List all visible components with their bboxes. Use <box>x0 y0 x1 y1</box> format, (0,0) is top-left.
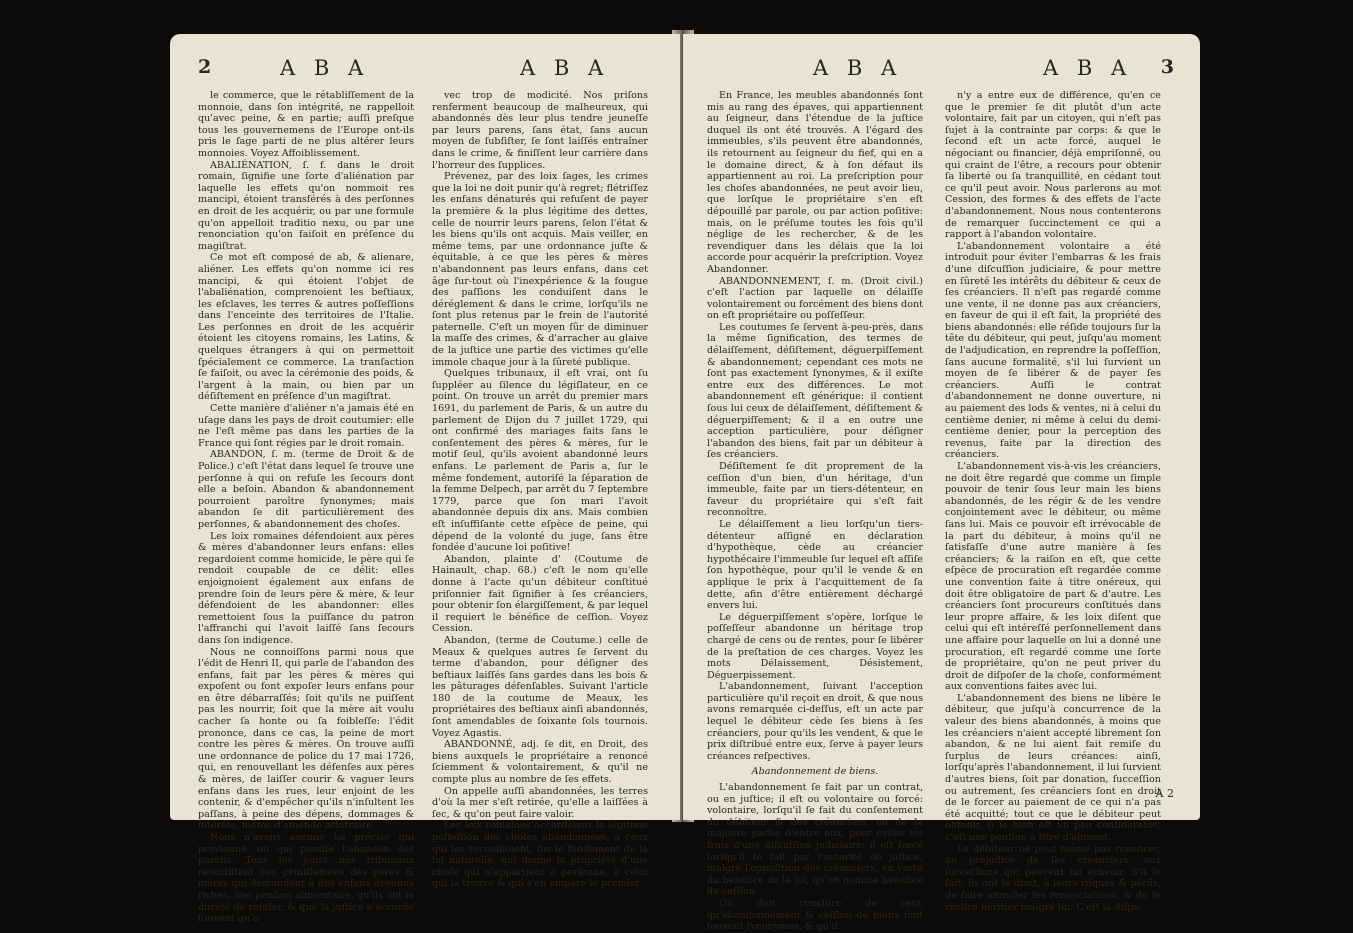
paragraph: Déſiſtement ſe dit proprement de la ceſſion d'un bien, d'un héritage, d'un immeuble, faite par un tiers-détenteur, en faveur du propriétaire qui s'eſt fait reconnoître. <box>707 461 923 519</box>
paragraph: vec trop de modicité. Nos priſons renferment beaucoup de malheureux, qui abandonnés dès leur plus tendre jeuneſſe par leurs parens, ſans état, ſans aucun moyen de ſubſiſter, ſe ſont laiſſés entraîner dans le crime, & finiſſent leur carrière dans l'horreur des ſupplices. <box>432 90 648 171</box>
right-page-header <box>703 56 1180 86</box>
paragraph: Nous ne connoiſſons parmi nous que l'édit de Henri II, qui parle de l'abandon des enfans, fait par les pères & mères qui expoſent ou font expoſer leurs enfans pour en être débarraſſés; ſoit qu'ils ne puiſſent pas les nourrir, ſoit que la mère ait voulu cacher ſa honte ou ſa foibleſſe: l'édit prononce, dans ce cas, la peine de mort contre les pères & mères. On trouve auſſi une ordonnance de police du 17 mai 1726, qui, en renouvellant les défenſes aux pères & mères, de laiſſer courir & vaguer leurs enfans dans les rues, leur enjoint de les contenir, & d'empêcher qu'ils n'inſultent les paſſans, à peine des dépens, dommages & intérêts, même d'amende arbitraire. <box>198 646 414 832</box>
running-head-right: A B A <box>1043 56 1133 80</box>
paragraph: En France, les meubles abandonnés ſont mis au rang des épaves, qui appartiennent au ſeigneur, dans l'étendue de la juſtice duquel ils ont été trouvés. A l'égard des immeubles, s'ils peuvent être abandonnés, ils retournent au ſeigneur du fief, qui en a le domaine direct, & à ſon défaut ils appartiennent au roi. La preſcription pour les choſes abandonnées, ne peut avoir lieu, que lorſque le propriétaire s'en eſt dépouillé par parole, ou par action poſitive: mais, on le préſume toutes les fois qu'il néglige de les rechercher, & de les revendiquer dans les délais que la loi accorde pour acquérir la preſcription. Voyez Abandonner. <box>707 90 923 275</box>
paragraph: Le déguerpiſſement s'opère, lorſque le poſſeſſeur abandonne un héritage trop chargé de cens ou de rentes, pour ſe libérer de la preſtation de ces charges. Voyez les mots Délaissement, Désistement, Déguerpissement. <box>707 611 923 681</box>
left-page <box>170 34 680 925</box>
running-head-right: A B A <box>520 56 610 80</box>
paragraph: Les loix romaines défendoient aux pères & mères d'abandonner leurs enfans: elles regardoient comme homicide, le père qui ſe rendoit coupable de ce délit: elles enjoignoient également aux enfans de prendre ſoin de leurs père & mère, & leur défendoient de les abandonner: elles remettoient ſous la puiſſance du patron l'affranchi qui l'avoit laiſſé ſans ſecours dans ſon indigence. <box>198 530 414 646</box>
page-number: 2 <box>198 56 218 78</box>
paragraph: Le délaiſſement a lieu lorſqu'un tiers-détenteur aſſigné en déclaration d'hypothèque, cède au créancier hypothécaire l'immeuble ſur lequel eſt aſſiſe ſon hypothèque, pour qu'il le vende & en applique le prix à l'acquittement de ſa dette, afin d'être entièrement déchargé envers lui. <box>707 518 923 612</box>
paragraph: On appelle auſſi abandonnées, les terres d'où la mer s'eſt retirée, qu'elle a laiſſées à ſec, & qu'on peut faire valoir. <box>432 785 648 820</box>
paragraph: Abandon, plainte d' (Coutume de Hainault, chap. 68.) c'eſt le nom qu'elle donne à l'acte qu'un débiteur conſtitué priſonnier fait ſignifier à ſes créanciers, pour obtenir ſon élargiſſement, & par lequel il requiert le bénéfice de ceſſion. Voyez Cession. <box>432 553 648 635</box>
paragraph: L'abandonnement vis-à-vis les créanciers, ne doit être regardé que comme un ſimple pouvoir de tenir ſous leur main les biens abandonnés, de les régir & de les vendre conjointement avec le débiteur, ou même ſans lui. Mais ce pouvoir eſt irrévocable de la part du débiteur, à moins qu'il ne ſatisfaſſe d'une autre manière à ſes créanciers; & la raiſon en eſt, que cette eſpèce de procuration eſt regardée comme une convention faite à titre onéreux, qui doit être obligatoire de part & d'autre. Les créanciers ſont procureurs conſtitués dans leur propre affaire, & les loix diſent que celui qui eſt intéreſſé perſonnellement dans une affaire pour laquelle on lui a donné une procuration, eſt regardé comme une ſorte de propriétaire, qu'on ne peut priver du droit de diſpoſer de la choſe, conformément aux conventions faites avec lui. <box>945 461 1161 693</box>
paragraph: Les loix romaines accordoient la légitime poſſeſſion des choſes abandonnées, à ceux qui les recueilloient, ſur le fondement de la loi naturelle, qui donne la propriété d'une choſe qui n'appartient à perſonne, à celui qui la trouve & qui s'en empare le premier. <box>432 820 648 890</box>
running-head-left: A B A <box>813 56 903 80</box>
left-page-column-2 <box>432 90 648 890</box>
paragraph: ABANDON, ſ. m. (terme de Droit & de Police.) c'eſt l'état dans lequel ſe trouve une perſonne à qui on refuſe les ſecours dont elle a beſoin. Abandon & abandonnement pourroient paroître ſynonymes; mais abandon ſe dit particulièrement des perſonnes, & abandonnement des choſes. <box>198 449 414 530</box>
paragraph: L'abandonnement ſe fait par un contrat, ou en juſtice; il eſt ou volontaire ou forcé: volontaire, lorſqu'il ſe fait du conſentement du débiteur & des créanciers, ou de la majeure partie d'entre eux, pour éviter les frais d'une diſcuſſion judiciaire: il eſt forcé lorſqu'il ſe fait par l'autorité de juſtice, malgré l'oppoſition des créanciers, en vertu du bénéfice de la loi, qu'on nomme bénéfice de ceſſion. <box>707 782 923 898</box>
paragraph: n'y a entre eux de différence, qu'en ce que le premier ſe dit plutôt d'un acte volontaire, fait par un citoyen, qui n'eſt pas ſujet à la contrainte par corps: & que le ſecond eſt un acte forcé, auquel le négociant ou financier, déjà empriſonné, ou qui craint de l'être, a recours pour obtenir ſa liberté ou ſa tranquillité, en cédant tout ce qu'il peut avoir. Nous parlerons au mot Cession, des formes & des effets de l'acte d'abandonnement. Nous nous contenterons de remarquer ſuccinctement ce qui a rapport à l'abandon volontaire. <box>945 90 1161 241</box>
paragraph: On doit conclure de ceci, qu'abandonnement & ceſſion de biens ſont ſouvent ſynonymes, & qu'il <box>707 897 923 933</box>
left-page-column-1 <box>198 90 414 925</box>
paragraph: Ce mot eſt composé de ab, & alienare, aliéner. Les effets qu'on nomme ici res mancipi, & qui étoient l'objet de l'abaliénation, comprenoient les beſtiaux, les eſclaves, les terres & autres poſſeſſions dans l'enceinte des territoires de l'Italie. Les perſonnes en droit de les acquérir étoient les citoyens romains, les Latins, & quelques étrangers à qui on permettoit ſpécialement ce commerce. La tranſaction ſe faiſoit, ou avec la cérémonie des poids, & l'argent à la main, ou bien par un déſiſtement en préſence d'un magiſtrat. <box>198 252 414 403</box>
paragraph: Le débiteur ne peut même pas renoncer, au préjudice de ſes créanciers, aux ſucceſſions qui peuvent lui écheoir. S'il le fait, ils ont le droit, à leurs riſques & périls, de faire annuller ſes renonciations, & de ſe rendre héritier malgré lui. C'eſt la diſpo- <box>945 843 1161 913</box>
paragraph: ABANDONNEMENT, ſ. m. (Droit civil.) c'eſt l'action par laquelle on délaiſſe volontairement ou forcément des biens dont on eſt propriétaire ou poſſeſſeur. <box>707 275 923 322</box>
page-number: 3 <box>1160 56 1180 78</box>
paragraph: ABALIÉNATION, ſ. f. dans le droit romain, ſignifie une ſorte d'aliénation par laquelle les effets qu'on nommoit res mancipi, étoient transférés à des perſonnes en droit de les acquérir, ou par une formule qu'on appelloit traditio nexu, ou par une renonciation qu'on faiſoit en préſence du magiſtrat. <box>198 159 414 252</box>
paragraph: Quelques tribunaux, il eſt vrai, ont ſu ſuppléer au ſilence du légiſlateur, en ce point. On trouve un arrêt du premier mars 1691, du parlement de Paris, & un autre du parlement de Dijon du 7 juillet 1729, qui ont confirmé des mariages faits ſans le conſentement des pères & mères, ſur le motif ſeul, qu'ils avoient abandonné leurs enfans. Le parlement de Paris a, ſur le même fondement, autoriſé la ſéparation de la femme Delpech, par arrêt du 7 ſeptembre 1779, parce que ſon mari l'avoit abandonnée depuis dix ans. Mais combien eſt inſuffiſante cette eſpèce de peine, qui dépend de la volonté du juge, ſans être fondée d'aucune loi poſitive! <box>432 368 648 554</box>
paragraph: ABANDONNÉ, adj. ſe dit, en Droit, des biens auxquels le propriétaire a renoncé ſciemment & volontairement, & qu'il ne compte plus au nombre de ſes effets. <box>432 739 648 786</box>
paragraph: Les coutumes ſe ſervent à-peu-près, dans la même ſignification, des termes de délaiſſement, déſiſtement, déguerpiſſement & abandonnement; cependant ces mots ne ſont pas exactement ſynonymes, & il exiſte entre eux des différences. Le mot abandonnement eſt générique: il contient ſous lui ceux de délaiſſement, déſiſtement & déguerpiſſement; & il a en outre une acception particulière, pour déſigner l'abandon des biens, fait par un débiteur à ſes créanciers. <box>707 321 923 461</box>
paragraph: L'abandonnement des biens ne libère le débiteur, que juſqu'à concurrence de la valeur des biens abandonnés, à moins que les créanciers n'aient accepté librement ſon abandon, & ne lui aient fait remiſe du ſurplus de leurs créances: ainſi, lorſqu'après l'abandonnement, il lui ſurvient d'autres biens, ſoit par donation, ſucceſſion ou autrement, ſes créanciers ſont en droit de le forcer au paiement de ce qui n'a pas été acquitté; tout ce que le débiteur peut obtenir, ſi le bien eſt un peu conſidérable, c'eſt une penſion à titre d'aliment. <box>945 692 1161 843</box>
paragraph: L'abandonnement, ſuivant l'acception particulière qu'il reçoit en droit, & que nous avons remarquée ci-deſſus, eſt un acte par lequel le débiteur cède ſes biens à ſes créanciers, pour qu'ils les vendent, & que le prix diſtribué entre eux, ſerve à payer leurs créances reſpectives. <box>707 681 923 762</box>
paragraph: Abandon, (terme de Coutume.) celle de Meaux & quelques autres ſe ſervent du terme d'abandon, pour déſigner des beſtiaux laiſſés ſans gardes dans les bois & les pâturages défenſables. Suivant l'article 180 de la coutume de Meaux, les propriétaires des beſtiaux ainſi abandonnés, ſont amendables de ſoixante ſols tournois. Voyez Agastis. <box>432 634 648 739</box>
paragraph: Cette manière d'aliéner n'a jamais été en uſage dans les pays de droit coutumier: elle ne l'eſt même pas dans les parties de la France qui ſont régies par le droit romain. <box>198 403 414 449</box>
paragraph: Nous n'avons aucune loi précise qui prévienne, ou qui puniſſe l'abandon des parens. Tous les jours nos tribunaux retentiſſent des gémiſſemens des pères & mères qui demandent à des enfans devenus riches, une penſion alimentaire, qu'ils ont la dureté de refuſer, & que la juſtice n'accorde ſouvent qu'a- <box>198 832 414 925</box>
paragraph: Abandonnement de biens. <box>751 766 879 778</box>
right-page <box>683 34 1200 933</box>
left-page-header <box>190 56 660 86</box>
signature-mark: A 2 <box>1155 787 1174 800</box>
right-page-column-2 <box>945 90 1161 913</box>
paragraph: Prévenez, par des loix ſages, les crimes que la loi ne doit punir qu'à regret; flétriſſez les enfans dénaturés qui refuſent de payer la première & la plus légitime des dettes, celle de nourrir leurs parens, ſelon l'état & les biens qu'ils ont acquis. Mais veiller, en même tems, par une ordonnance juſte & équitable, à ce que les pères & mères n'abandonnent pas leurs enfans, dans cet âge ſur-tout où l'inexpérience & la fougue des paſſions les conduiſent dans le déréglement & dans le crime, lorſqu'ils ne ſont plus retenus par le frein de l'autorité paternelle. C'eſt un moyen ſûr de diminuer la maſſe des crimes, & d'arracher au glaive de la juſtice une partie des victimes qu'elle immole chaque jour à la ſûreté publique. <box>432 171 648 368</box>
right-page-column-1 <box>707 90 923 933</box>
running-head-left: A B A <box>280 56 370 80</box>
paragraph: L'abandonnement volontaire a été introduit pour éviter l'embarras & les frais d'une diſcuſſion judiciaire, & pour mettre en ſûreté les intérêts du débiteur & ceux de ſes créanciers. Il n'eſt pas regardé comme une vente, il ne donne pas aux créanciers, en faveur de qui il eſt fait, la propriété des biens abandonnés: elle réſide toujours ſur la tête du débiteur, qui peut, juſqu'au moment de l'adjudication, en reprendre la poſſeſſion, ſans aucune formalité, s'il lui ſurvient un moyen de ſe libérer & de payer ſes créanciers. Auſſi le contrat d'abandonnement ne donne ouverture, ni au paiement des lods & ventes, ni à celui du centième denier, ni même à celui du demi-centième denier, pour la perception des revenus, faite par la direction des créanciers. <box>945 240 1161 461</box>
paragraph: le commerce, que le rétabliſſement de la monnoie, dans ſon intégrité, ne rappelloit qu'avec peine, & en partie; auſſi preſque tous les gouvernemens de l'Europe ont-ils pris le ſage parti de ne plus altérer leurs monnoies. Voyez Affoiblissement. <box>198 90 414 159</box>
